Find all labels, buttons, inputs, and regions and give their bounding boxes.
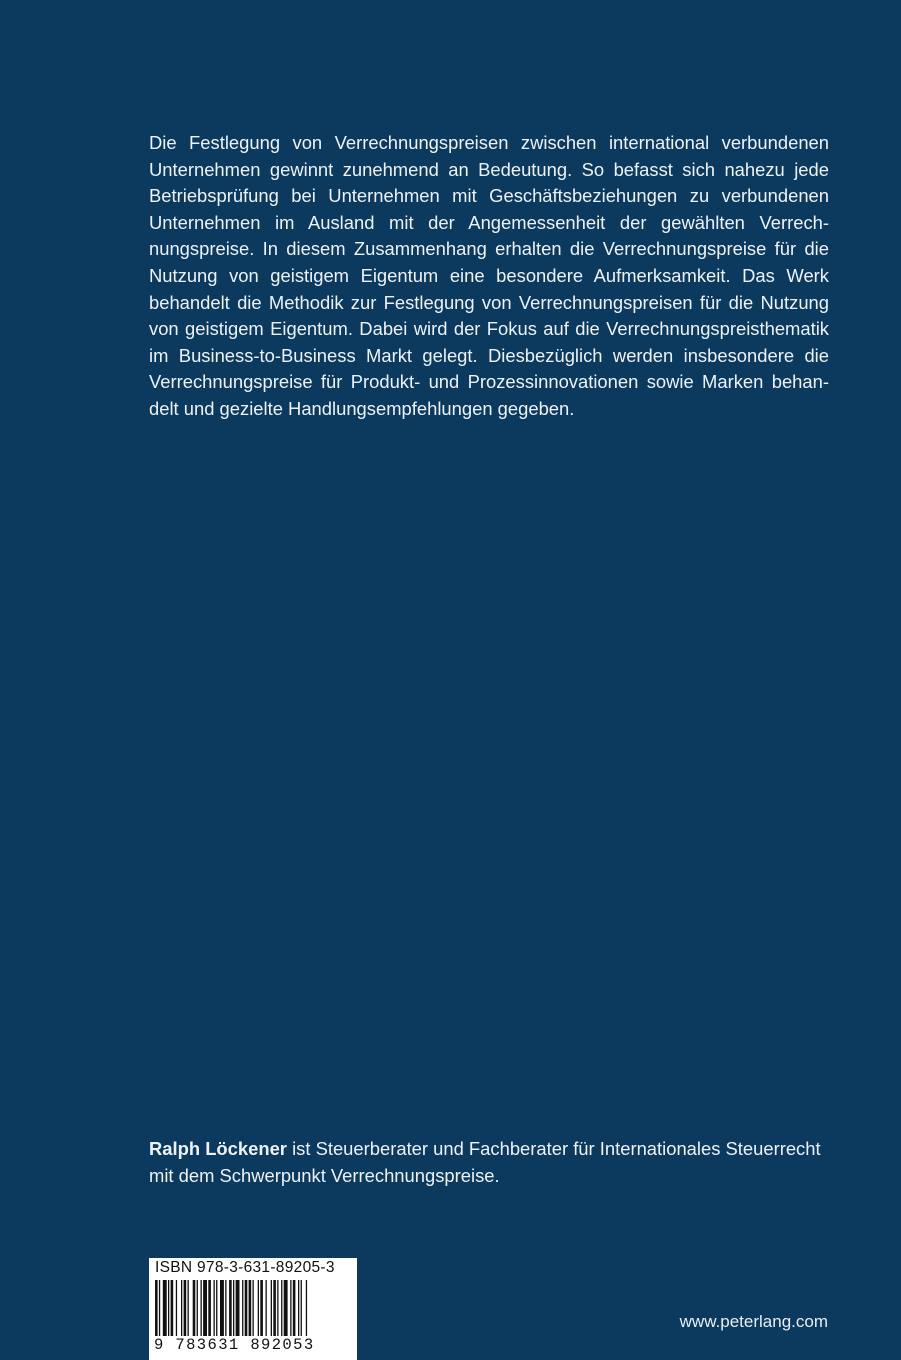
barcode-bar [253,1280,254,1338]
blurb-line: nungspreise. In diesem Zusammenhang erhalten die Verrechnungspreise für die [149,238,829,260]
author-name: Ralph Löckener [149,1138,287,1159]
author-bio-line2: mit dem Schwerpunkt Verrechnungspreise. [149,1165,500,1186]
barcode-bar [242,1280,243,1338]
barcode-bar [284,1280,288,1338]
barcode-bar [271,1280,272,1338]
isbn-barcode [149,1258,357,1360]
barcode-bar [216,1280,217,1338]
barcode-bar [281,1280,282,1338]
barcode-bar [298,1280,299,1338]
blurb-line: von geistigem Eigentum. Dabei wird der Fokus auf die Verrechnungspreisthematik [149,318,829,340]
blurb-line: Die Festlegung von Verrechnungspreisen zwischen international verbundenen [149,132,829,153]
blurb-line: Verrechnungspreise für Produkt- und Prozessinnovationen sowie Marken behan- [149,371,829,393]
barcode-bar [277,1280,278,1338]
barcode-bar [176,1280,177,1338]
barcode-bar [163,1280,167,1338]
isbn-label: ISBN 978-3-631-89205-3 [155,1259,335,1276]
author-bio [149,1135,849,1189]
barcode-bar [168,1280,169,1338]
blurb-line: im Business-to-Business Markt gelegt. Diesbezüglich werden insbesondere die [149,344,829,366]
blurb-line: delt und gezielte Handlungsempfehlungen gegeben. [149,397,575,419]
publisher-url[interactable]: www.peterlang.com [679,1312,828,1331]
barcode-bar [266,1280,267,1338]
blurb-text [149,130,829,423]
barcode-bar [155,1280,158,1338]
barcode-bar [233,1280,234,1338]
barcode-bar [201,1280,202,1338]
barcode-bar [208,1280,211,1338]
barcode-bar [220,1280,224,1338]
barcode-bar [290,1280,291,1338]
barcode-bar [249,1280,252,1338]
barcode-bar [193,1280,196,1338]
barcode-bar [258,1280,259,1338]
barcode-digits: 9 783631 892053 [154,1336,315,1354]
barcode-bar [236,1280,240,1338]
blurb-line: Betriebsprüfung bei Unternehmen mit Geschäftsbeziehungen zu verbundenen [149,185,829,207]
barcode-bar [273,1280,276,1338]
barcode-bar [260,1280,263,1338]
barcode-bar [245,1280,248,1338]
barcode-bar [229,1280,232,1338]
barcode-bar [301,1280,302,1338]
barcode-bar [171,1280,174,1338]
barcode-bar [293,1280,296,1338]
barcode-bar [306,1280,307,1338]
barcode-bar [159,1280,160,1338]
blurb-line: Unternehmen gewinnt zunehmend an Bedeutung. So befasst sich nahezu jede [149,158,829,180]
barcode-bars [155,1280,351,1338]
barcode-bar [184,1280,187,1338]
barcode-bar [214,1280,215,1338]
barcode-bar [225,1280,226,1338]
blurb-line: behandelt die Methodik zur Festlegung von Verrechnungspreisen für die Nutzung [149,291,829,313]
barcode-bar [181,1280,182,1338]
barcode-bar [197,1280,198,1338]
blurb-line: Unternehmen im Ausland mit der Angemessenheit der gewählten Verrech- [149,211,829,233]
author-bio-line1: ist Steuerberater und Fachberater für Internationales Steuerrecht [286,1138,821,1159]
barcode-bar [203,1280,207,1338]
blurb-line: Nutzung von geistigem Eigentum eine besondere Aufmerksamkeit. Das Werk [149,264,829,286]
barcode-bar [188,1280,189,1338]
